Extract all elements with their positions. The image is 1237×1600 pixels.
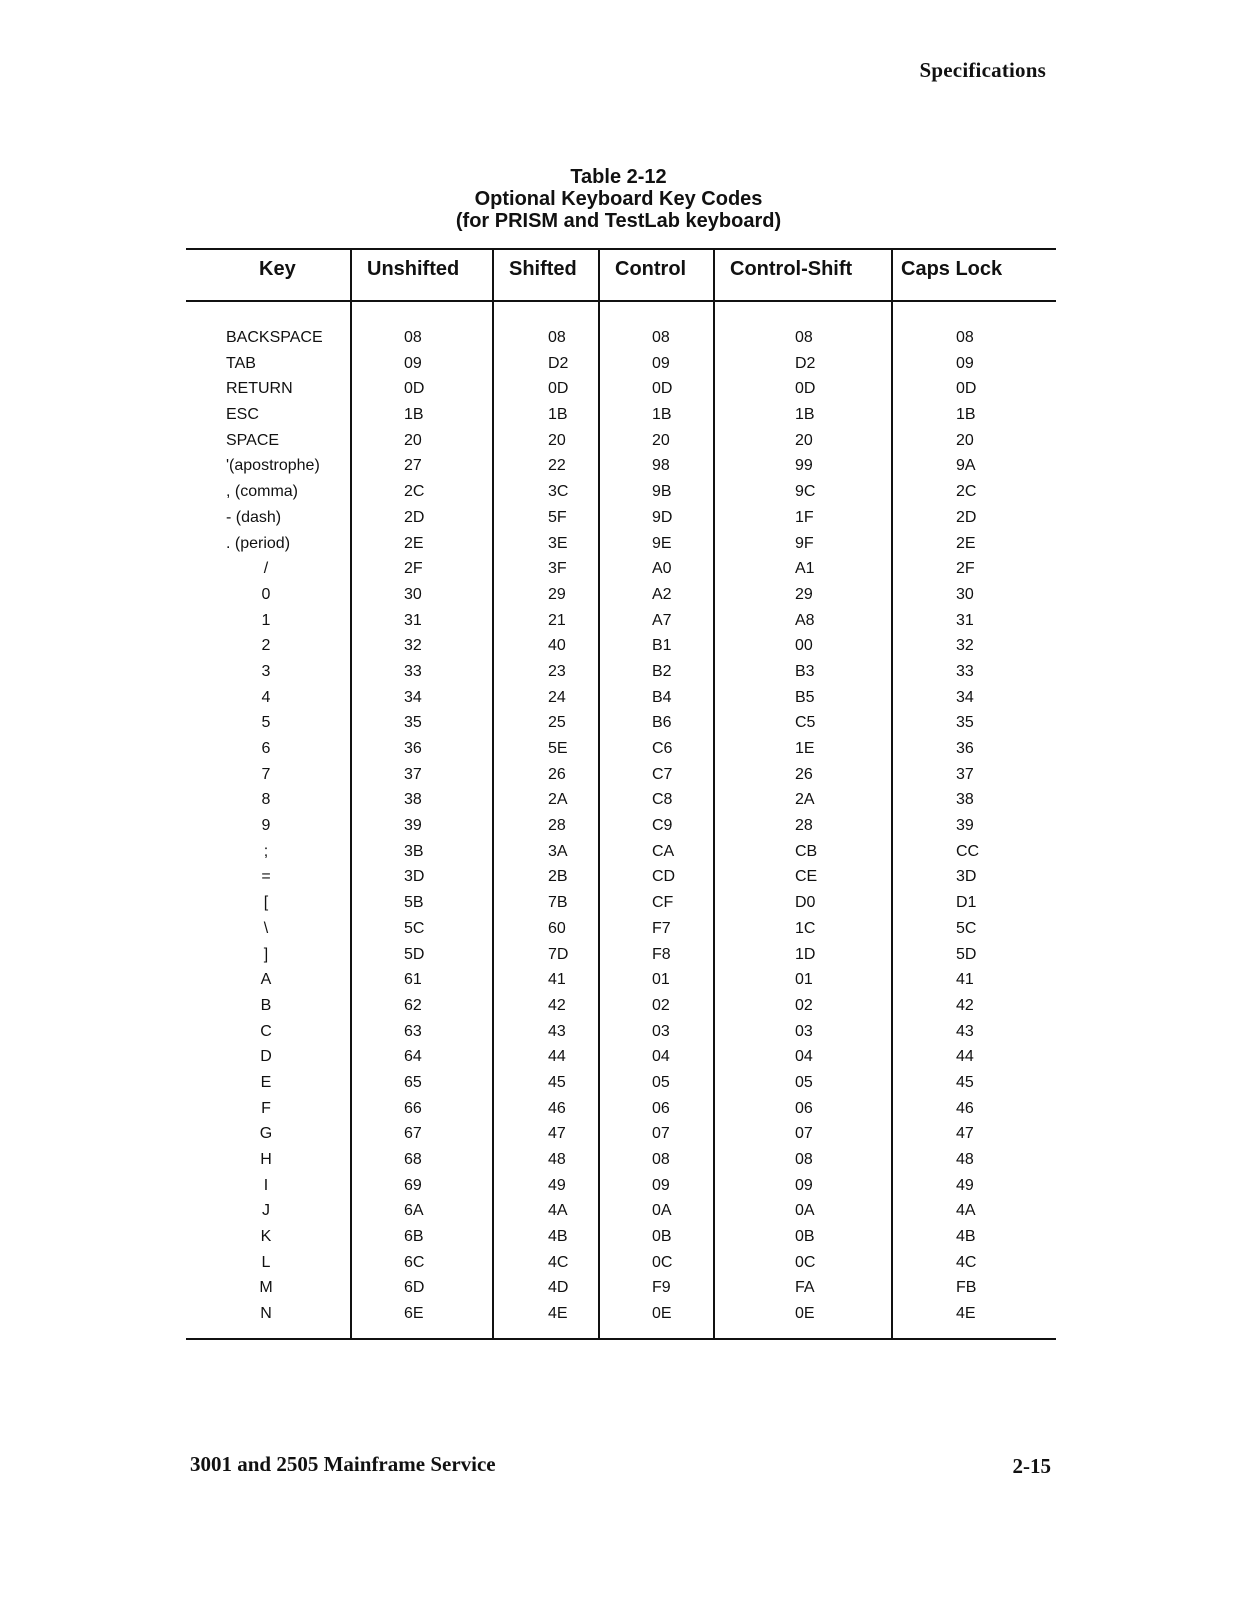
key-cell: A — [260, 971, 272, 989]
table-row — [186, 1073, 1056, 1099]
shifted-cell: 60 — [548, 919, 566, 937]
caps-lock-cell: 30 — [956, 585, 974, 603]
control-cell: 07 — [652, 1125, 670, 1143]
shifted-cell: 3E — [548, 534, 568, 552]
unshifted-cell: 0D — [404, 380, 425, 398]
table-row — [186, 585, 1056, 611]
shifted-cell: 46 — [548, 1099, 566, 1117]
key-cell: B — [260, 996, 272, 1014]
unshifted-cell: 39 — [404, 817, 422, 835]
unshifted-cell: 65 — [404, 1073, 422, 1091]
table-bottom-rule — [186, 1338, 1056, 1340]
control-cell: CF — [652, 894, 674, 912]
caps-lock-cell: 33 — [956, 662, 974, 680]
shifted-cell: 28 — [548, 817, 566, 835]
unshifted-cell: 64 — [404, 1048, 422, 1066]
shifted-cell: 3F — [548, 560, 567, 578]
key-cell: '(apostrophe) — [226, 457, 320, 475]
table-row — [186, 559, 1056, 585]
control-cell: 9E — [652, 534, 672, 552]
caps-lock-cell: 32 — [956, 637, 974, 655]
caps-lock-cell: 38 — [956, 791, 974, 809]
shifted-cell: 42 — [548, 996, 566, 1014]
unshifted-cell: 36 — [404, 740, 422, 757]
shifted-cell: 29 — [548, 585, 566, 603]
caps-lock-cell: 47 — [956, 1125, 974, 1143]
unshifted-cell: 6A — [404, 1202, 424, 1220]
unshifted-cell: 63 — [404, 1022, 422, 1040]
shifted-cell: 21 — [548, 611, 566, 629]
page-number: 2-15 — [1012, 1454, 1051, 1478]
caps-lock-cell: 4E — [956, 1305, 976, 1323]
unshifted-cell: 27 — [404, 457, 422, 475]
control-cell: A2 — [652, 585, 672, 603]
table-row — [186, 1227, 1056, 1253]
shifted-cell: 24 — [548, 688, 566, 706]
control-shift-cell: 08 — [795, 1151, 813, 1168]
shifted-cell: 7D — [548, 945, 569, 963]
control-shift-cell: 1E — [795, 740, 815, 757]
control-shift-cell: 03 — [795, 1022, 813, 1040]
table-row — [186, 765, 1056, 791]
shifted-cell: 7B — [548, 894, 568, 912]
control-cell: 04 — [652, 1048, 670, 1066]
key-cell: 5 — [261, 714, 271, 732]
unshifted-cell: 5C — [404, 919, 425, 937]
shifted-cell: 2A — [548, 791, 568, 809]
shifted-cell: 48 — [548, 1151, 566, 1168]
key-cell: TAB — [226, 354, 256, 372]
key-cell: ] — [263, 945, 269, 963]
key-cell: H — [260, 1151, 272, 1168]
table-row — [186, 636, 1056, 662]
unshifted-cell: 6C — [404, 1253, 425, 1271]
unshifted-cell: 09 — [404, 354, 422, 372]
table-row — [186, 354, 1056, 380]
key-cell: L — [261, 1253, 271, 1271]
unshifted-cell: 3D — [404, 868, 425, 886]
shifted-cell: 49 — [548, 1176, 566, 1194]
caps-lock-cell: 5D — [956, 945, 977, 963]
shifted-cell: 0D — [548, 380, 569, 398]
unshifted-cell: 61 — [404, 971, 422, 989]
unshifted-cell: 69 — [404, 1176, 422, 1194]
control-shift-cell: 07 — [795, 1125, 813, 1143]
unshifted-cell: 6B — [404, 1228, 424, 1246]
shifted-cell: 45 — [548, 1073, 566, 1091]
control-cell: 02 — [652, 996, 670, 1014]
control-cell: 08 — [652, 329, 670, 346]
unshifted-cell: 35 — [404, 714, 422, 732]
key-cell: / — [263, 560, 269, 578]
caps-lock-cell: 37 — [956, 765, 974, 783]
table-row — [186, 739, 1056, 765]
caps-lock-cell: 35 — [956, 714, 974, 732]
table-row — [186, 611, 1056, 637]
shifted-cell: 22 — [548, 457, 566, 475]
table-row — [186, 431, 1056, 457]
control-shift-cell: C5 — [795, 714, 816, 732]
shifted-cell: 3A — [548, 842, 568, 860]
table-caption — [0, 166, 1237, 232]
table-row — [186, 867, 1056, 893]
control-cell: B6 — [652, 714, 672, 732]
shifted-cell: 41 — [548, 971, 566, 989]
caps-lock-cell: FB — [956, 1279, 977, 1297]
control-shift-cell: 0A — [795, 1202, 815, 1220]
key-cell: 1 — [261, 611, 271, 629]
table-row — [186, 1022, 1056, 1048]
control-shift-cell: 29 — [795, 585, 813, 603]
key-cell: , (comma) — [226, 483, 298, 501]
shifted-cell: 4B — [548, 1228, 568, 1246]
control-shift-cell: 9C — [795, 483, 816, 501]
column-header-caps-lock: Caps Lock — [901, 258, 1003, 280]
key-cell: N — [260, 1305, 272, 1323]
shifted-cell: 40 — [548, 637, 566, 655]
control-cell: B4 — [652, 688, 672, 706]
caps-lock-cell: 4B — [956, 1228, 976, 1246]
control-cell: 06 — [652, 1099, 670, 1117]
control-cell: A7 — [652, 611, 672, 629]
unshifted-cell: 1B — [404, 406, 424, 424]
control-cell: 1B — [652, 406, 672, 424]
caps-lock-cell: 42 — [956, 996, 974, 1014]
control-cell: 20 — [652, 431, 670, 449]
shifted-cell: 47 — [548, 1125, 566, 1143]
control-shift-cell: CB — [795, 842, 818, 860]
key-cell: - (dash) — [226, 508, 282, 526]
caps-lock-cell: 41 — [956, 971, 974, 989]
unshifted-cell: 62 — [404, 996, 422, 1014]
unshifted-cell: 6E — [404, 1305, 424, 1323]
table-row — [186, 328, 1056, 354]
control-shift-cell: 04 — [795, 1048, 813, 1066]
control-shift-cell: 1D — [795, 945, 816, 963]
key-cell: D — [260, 1048, 272, 1066]
caps-lock-cell: 48 — [956, 1151, 974, 1168]
table-row — [186, 970, 1056, 996]
key-cell: 7 — [261, 765, 271, 783]
table-body — [186, 328, 1056, 1330]
table-row — [186, 508, 1056, 534]
caps-lock-cell: 2E — [956, 534, 976, 552]
table-title: Optional Keyboard Key Codes — [474, 188, 763, 210]
unshifted-cell: 68 — [404, 1151, 422, 1168]
control-shift-cell: D0 — [795, 894, 816, 912]
column-header-control-shift: Control-Shift — [730, 258, 853, 280]
unshifted-cell: 2C — [404, 483, 425, 501]
caps-lock-cell: 34 — [956, 688, 974, 706]
key-cell: K — [260, 1228, 272, 1246]
caps-lock-cell: 36 — [956, 740, 974, 757]
shifted-cell: 2B — [548, 868, 568, 886]
key-cell: M — [259, 1279, 273, 1297]
unshifted-cell: 67 — [404, 1125, 422, 1143]
footer-title: 3001 and 2505 Mainframe Service — [190, 1452, 496, 1476]
caps-lock-cell: 0D — [956, 380, 977, 398]
control-shift-cell: 0E — [795, 1305, 815, 1323]
control-cell: C9 — [652, 817, 673, 835]
control-cell: F9 — [652, 1279, 671, 1297]
control-cell: 03 — [652, 1022, 670, 1040]
table-row — [186, 713, 1056, 739]
control-cell: 0E — [652, 1305, 672, 1323]
caps-lock-cell: 2D — [956, 508, 977, 526]
unshifted-cell: 20 — [404, 431, 422, 449]
caps-lock-cell: 2C — [956, 483, 977, 501]
control-shift-cell: 0B — [795, 1228, 815, 1246]
control-cell: 09 — [652, 1176, 670, 1194]
key-code-table — [186, 248, 1056, 1376]
control-shift-cell: 20 — [795, 431, 813, 449]
key-cell: G — [259, 1125, 273, 1143]
control-shift-cell: 99 — [795, 457, 813, 475]
control-shift-cell: 28 — [795, 817, 813, 835]
column-header-key: Key — [259, 258, 296, 280]
caps-lock-cell: 9A — [956, 457, 976, 475]
table-row — [186, 456, 1056, 482]
shifted-cell: 4A — [548, 1202, 568, 1220]
control-shift-cell: FA — [795, 1279, 815, 1297]
shifted-cell: D2 — [548, 354, 569, 372]
control-cell: 0A — [652, 1202, 672, 1220]
control-cell: 05 — [652, 1073, 670, 1091]
caps-lock-cell: 45 — [956, 1073, 974, 1091]
control-cell: 09 — [652, 354, 670, 372]
key-cell: 0 — [261, 585, 271, 603]
control-shift-cell: 1F — [795, 508, 814, 526]
control-shift-cell: B5 — [795, 688, 815, 706]
table-row — [186, 688, 1056, 714]
control-cell: 0D — [652, 380, 673, 398]
caps-lock-cell: 2F — [956, 560, 975, 578]
caps-lock-cell: 49 — [956, 1176, 974, 1194]
caps-lock-cell: 44 — [956, 1048, 974, 1066]
key-cell: SPACE — [226, 431, 280, 449]
unshifted-cell: 5D — [404, 945, 425, 963]
table-row — [186, 1201, 1056, 1227]
key-cell: ; — [263, 842, 269, 860]
control-cell: B1 — [652, 637, 672, 655]
shifted-cell: 23 — [548, 662, 566, 680]
caps-lock-cell: D1 — [956, 894, 977, 912]
caps-lock-cell: 5C — [956, 919, 977, 937]
control-cell: 08 — [652, 1151, 670, 1168]
shifted-cell: 5E — [548, 740, 568, 757]
control-shift-cell: A1 — [795, 560, 815, 578]
key-cell: 9 — [261, 817, 271, 835]
shifted-cell: 20 — [548, 431, 566, 449]
caps-lock-cell: 39 — [956, 817, 974, 835]
table-row — [186, 1253, 1056, 1279]
control-shift-cell: 2A — [795, 791, 815, 809]
table-row — [186, 1047, 1056, 1073]
table-row — [186, 816, 1056, 842]
shifted-cell: 26 — [548, 765, 566, 783]
shifted-cell: 3C — [548, 483, 569, 501]
key-cell: I — [263, 1176, 269, 1194]
section-header: Specifications — [919, 58, 1046, 82]
shifted-cell: 4C — [548, 1253, 569, 1271]
table-row — [186, 996, 1056, 1022]
unshifted-cell: 31 — [404, 611, 422, 629]
shifted-cell: 08 — [548, 329, 566, 346]
unshifted-cell: 2E — [404, 534, 424, 552]
caps-lock-cell: 09 — [956, 354, 974, 372]
caps-lock-cell: 46 — [956, 1099, 974, 1117]
control-cell: F8 — [652, 945, 671, 963]
shifted-cell: 43 — [548, 1022, 566, 1040]
shifted-cell: 4E — [548, 1305, 568, 1323]
table-row — [186, 1124, 1056, 1150]
table-row — [186, 379, 1056, 405]
control-shift-cell: 00 — [795, 637, 813, 655]
control-cell: 98 — [652, 457, 670, 475]
control-shift-cell: 09 — [795, 1176, 813, 1194]
table-row — [186, 919, 1056, 945]
key-cell: ESC — [226, 406, 259, 424]
control-shift-cell: 01 — [795, 971, 813, 989]
control-cell: A0 — [652, 560, 672, 578]
control-shift-cell: 1C — [795, 919, 816, 937]
unshifted-cell: 37 — [404, 765, 422, 783]
shifted-cell: 4D — [548, 1279, 569, 1297]
column-header-unshifted: Unshifted — [367, 258, 460, 280]
header-bottom-rule — [186, 300, 1056, 302]
key-cell: . (period) — [226, 534, 291, 552]
control-cell: CA — [652, 842, 675, 860]
caps-lock-cell: 4C — [956, 1253, 977, 1271]
key-cell: 2 — [261, 637, 271, 655]
key-cell: E — [260, 1073, 272, 1091]
table-row — [186, 893, 1056, 919]
unshifted-cell: 38 — [404, 791, 422, 809]
control-shift-cell: 9F — [795, 534, 814, 552]
control-shift-cell: 26 — [795, 765, 813, 783]
key-cell: F — [261, 1099, 271, 1117]
control-shift-cell: 02 — [795, 996, 813, 1014]
control-shift-cell: B3 — [795, 662, 815, 680]
caps-lock-cell: 31 — [956, 611, 974, 629]
control-cell: 9D — [652, 508, 673, 526]
table-row — [186, 405, 1056, 431]
control-shift-cell: 1B — [795, 406, 815, 424]
unshifted-cell: 6D — [404, 1279, 425, 1297]
key-cell: 3 — [261, 662, 271, 680]
unshifted-cell: 66 — [404, 1099, 422, 1117]
control-shift-cell: 06 — [795, 1099, 813, 1117]
control-cell: C7 — [652, 765, 673, 783]
caps-lock-cell: 43 — [956, 1022, 974, 1040]
table-row — [186, 1150, 1056, 1176]
control-cell: F7 — [652, 919, 671, 937]
control-shift-cell: CE — [795, 868, 818, 886]
unshifted-cell: 3B — [404, 842, 424, 860]
table-row — [186, 662, 1056, 688]
shifted-cell: 25 — [548, 714, 566, 732]
control-shift-cell: 05 — [795, 1073, 813, 1091]
control-cell: B2 — [652, 662, 672, 680]
caps-lock-cell: CC — [956, 842, 980, 860]
column-header-shifted: Shifted — [509, 258, 577, 280]
key-cell: 4 — [261, 688, 271, 706]
unshifted-cell: 5B — [404, 894, 424, 912]
caps-lock-cell: 20 — [956, 431, 974, 449]
control-cell: 01 — [652, 971, 670, 989]
control-cell: 0B — [652, 1228, 672, 1246]
caps-lock-cell: 1B — [956, 406, 976, 424]
control-shift-cell: D2 — [795, 354, 816, 372]
caps-lock-cell: 08 — [956, 329, 974, 346]
control-shift-cell: 0D — [795, 380, 816, 398]
table-subtitle: (for PRISM and TestLab keyboard) — [455, 210, 782, 232]
control-cell: 0C — [652, 1253, 673, 1271]
shifted-cell: 44 — [548, 1048, 566, 1066]
key-cell: = — [261, 868, 271, 886]
control-cell: C6 — [652, 740, 673, 757]
table-row — [186, 1304, 1056, 1330]
column-header-control: Control — [615, 258, 687, 280]
key-cell: RETURN — [226, 380, 293, 398]
control-shift-cell: 0C — [795, 1253, 816, 1271]
table-number: Table 2-12 — [570, 166, 667, 188]
control-cell: 9B — [652, 483, 672, 501]
caps-lock-cell: 3D — [956, 868, 977, 886]
table-top-rule — [186, 248, 1056, 250]
unshifted-cell: 34 — [404, 688, 422, 706]
shifted-cell: 1B — [548, 406, 568, 424]
control-cell: CD — [652, 868, 676, 886]
control-shift-cell: A8 — [795, 611, 815, 629]
table-row — [186, 790, 1056, 816]
table-row — [186, 534, 1056, 560]
unshifted-cell: 2D — [404, 508, 425, 526]
control-shift-cell: 08 — [795, 329, 813, 346]
unshifted-cell: 08 — [404, 329, 422, 346]
table-row — [186, 1278, 1056, 1304]
table-row — [186, 945, 1056, 971]
unshifted-cell: 33 — [404, 662, 422, 680]
control-cell: C8 — [652, 791, 673, 809]
table-row — [186, 482, 1056, 508]
key-cell: [ — [263, 894, 269, 912]
shifted-cell: 5F — [548, 508, 567, 526]
key-cell: \ — [263, 919, 269, 937]
caps-lock-cell: 4A — [956, 1202, 976, 1220]
key-cell: 6 — [261, 740, 271, 757]
unshifted-cell: 30 — [404, 585, 422, 603]
unshifted-cell: 2F — [404, 560, 423, 578]
key-cell: 8 — [261, 791, 271, 809]
table-row — [186, 1176, 1056, 1202]
table-row — [186, 1099, 1056, 1125]
key-cell: BACKSPACE — [226, 329, 323, 346]
key-cell: C — [260, 1022, 272, 1040]
unshifted-cell: 32 — [404, 637, 422, 655]
key-cell: J — [262, 1202, 270, 1220]
table-row — [186, 842, 1056, 868]
